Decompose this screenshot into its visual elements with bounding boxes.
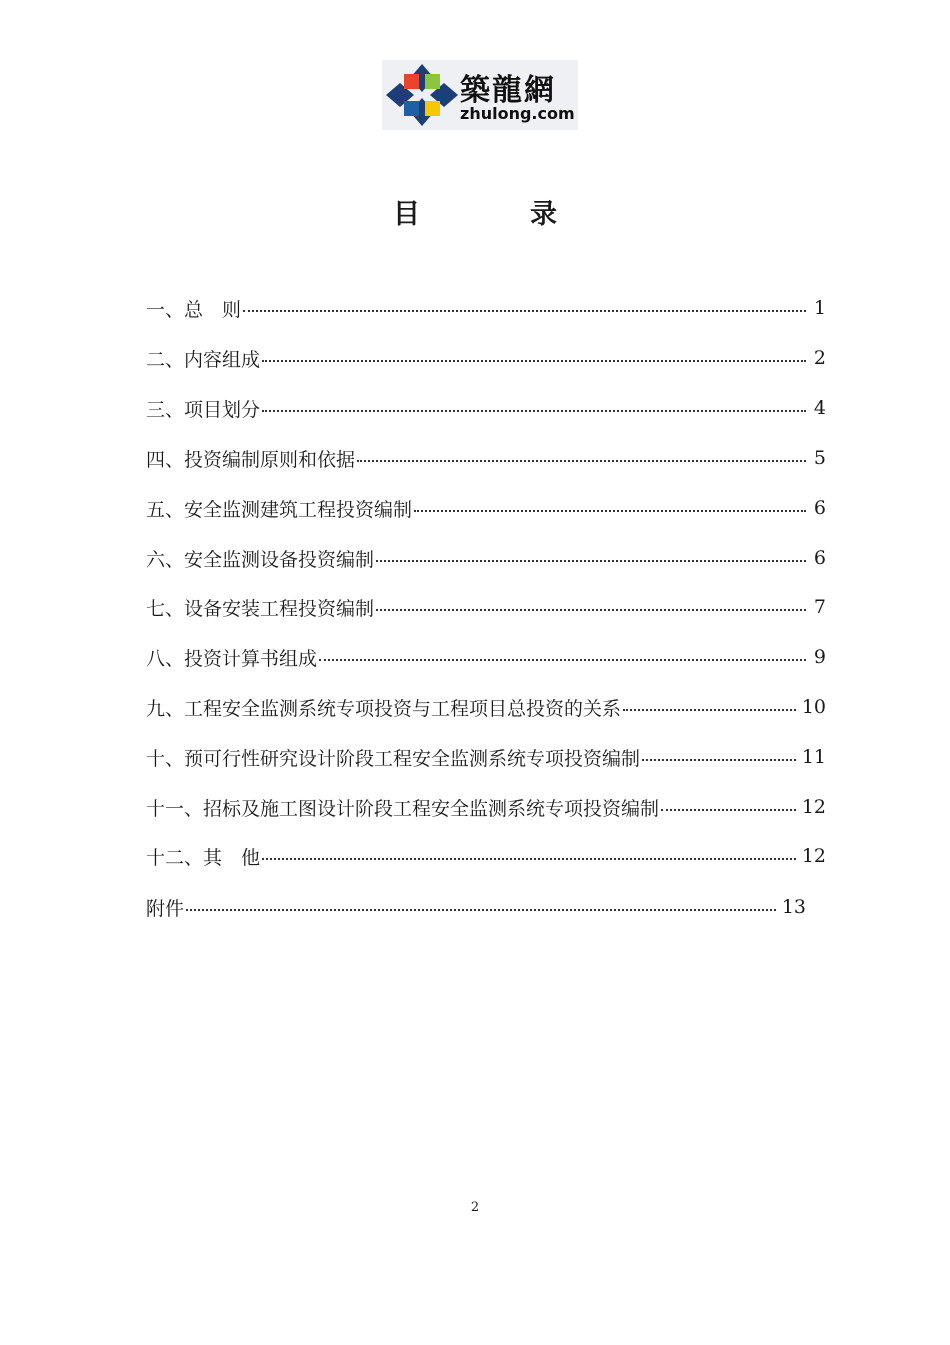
- toc-entry-label: 五、安全监测建筑工程投资编制: [146, 498, 413, 521]
- toc-entry[interactable]: [146, 739, 826, 775]
- toc-entry-label: 十二、其 他: [146, 846, 261, 869]
- toc-entry[interactable]: [146, 639, 826, 675]
- toc-leader-dots: [262, 857, 796, 860]
- toc-entry-page: 5: [813, 447, 826, 469]
- toc-entry[interactable]: [146, 290, 826, 326]
- page-title: [0, 192, 950, 231]
- toc-entry[interactable]: [146, 340, 826, 376]
- toc-entry-label: 一、总 则: [146, 298, 242, 321]
- toc-entry-label: 二、内容组成: [146, 348, 261, 371]
- toc-leader-dots: [262, 409, 806, 412]
- toc-entry-page: 12: [801, 845, 826, 867]
- toc-entry-label: 六、安全监测设备投资编制: [146, 548, 375, 571]
- toc-entry-page: 4: [813, 397, 826, 419]
- toc-entry[interactable]: [146, 490, 826, 526]
- toc-entry-page: 10: [801, 696, 826, 718]
- zhulong-logo-icon: [382, 60, 460, 130]
- toc-entry[interactable]: [146, 589, 826, 625]
- title-char-right: 录: [530, 199, 557, 230]
- page-number: 2: [470, 1200, 480, 1215]
- toc-entry-page: 9: [813, 646, 826, 668]
- toc-leader-dots: [319, 658, 806, 661]
- toc-entry-page: 12: [801, 796, 826, 818]
- toc-leader-dots: [642, 758, 796, 761]
- toc-leader-dots: [414, 509, 806, 512]
- zhulong-logo: [382, 60, 578, 130]
- toc-leader-dots: [623, 708, 796, 711]
- toc-entry-label: 附件: [146, 897, 185, 920]
- toc-entry-page: 1: [813, 297, 826, 319]
- toc-entry-page: 6: [813, 497, 826, 519]
- toc-entry[interactable]: [146, 689, 826, 725]
- toc-entry[interactable]: [146, 540, 826, 576]
- toc-entry-label: 十、预可行性研究设计阶段工程安全监测系统专项投资编制: [146, 747, 641, 770]
- toc-entry-label: 八、投资计算书组成: [146, 647, 318, 670]
- toc-leader-dots: [262, 359, 806, 362]
- toc-entry[interactable]: [146, 390, 826, 426]
- toc-leader-dots: [357, 459, 806, 462]
- toc-leader-dots: [376, 559, 806, 562]
- toc-entry-page: 11: [801, 746, 826, 768]
- toc-entry[interactable]: [146, 838, 826, 874]
- toc-entry-page: 7: [813, 596, 826, 618]
- toc-entry[interactable]: [146, 789, 826, 825]
- title-char-left: 目: [393, 199, 420, 230]
- toc-entry-label: 三、项目划分: [146, 398, 261, 421]
- toc-leader-dots: [661, 808, 796, 811]
- toc-entry-label: 七、设备安装工程投资编制: [146, 597, 375, 620]
- toc-entry[interactable]: [146, 440, 826, 476]
- toc-leader-dots: [376, 608, 806, 611]
- toc-entry-page: 6: [813, 547, 826, 569]
- logo-domain-text: zhulong.com: [460, 104, 575, 123]
- toc-entry-page: 2: [813, 347, 826, 369]
- toc-entry-label: 十一、招标及施工图设计阶段工程安全监测系统专项投资编制: [146, 797, 660, 820]
- toc-entry-label: 九、工程安全监测系统专项投资与工程项目总投资的关系: [146, 697, 622, 720]
- toc-leader-dots: [243, 309, 806, 312]
- toc-entry-page: 13: [781, 896, 806, 918]
- logo-chinese-text: 築龍網: [460, 73, 556, 108]
- toc-entry[interactable]: [146, 889, 806, 925]
- toc-entry-label: 四、投资编制原则和依据: [146, 448, 356, 471]
- toc-leader-dots: [186, 908, 776, 911]
